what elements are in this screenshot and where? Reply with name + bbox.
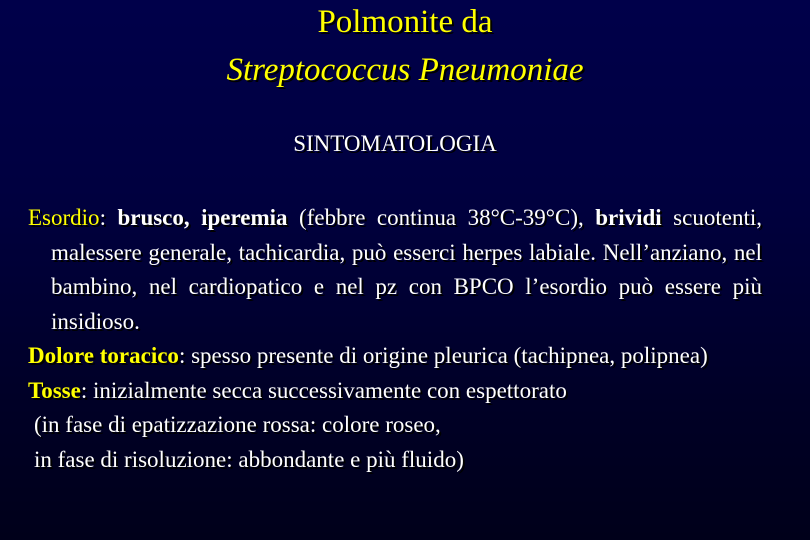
tosse-label: Tosse — [28, 377, 81, 403]
dolore-paragraph — [28, 339, 762, 374]
esordio-bold-1: brusco, iperemia — [117, 205, 288, 230]
esordio-colon: : — [99, 205, 118, 230]
note-line-2: in fase di risoluzione: abbondante e più fluido) — [34, 446, 464, 472]
note-line-1: (in fase di epatizzazione rossa: colore roseo, — [34, 412, 441, 437]
dolore-label: Dolore toracico — [28, 343, 179, 368]
esordio-paragraph — [28, 201, 762, 339]
slide-title-line-1: Polmonite da — [317, 4, 493, 40]
tosse-colon: : — [80, 377, 93, 403]
tosse-text: inizialmente secca successivamente con espettorato — [92, 377, 567, 403]
slide-body — [28, 201, 762, 477]
dolore-colon: : — [178, 343, 192, 368]
esordio-label: Esordio — [28, 205, 100, 230]
esordio-text-1: (febbre continua 38°C-39°C), — [287, 205, 596, 230]
tosse-paragraph — [28, 374, 762, 409]
slide-title-line-2: Streptococcus Pneumoniae — [226, 52, 584, 88]
dolore-text: spesso presente di origine pleurica (tachipnea, polipnea) — [191, 343, 708, 368]
section-heading: SINTOMATOLOGIA — [293, 131, 497, 156]
esordio-text-2: scuotenti, malessere generale, tachicardia, può esserci herpes labiale. Nell’anziano, nel bambino, nel cardiopatico e nel pz con BPCO l’esordio può essere più insidioso. — [51, 205, 762, 334]
esordio-bold-2: brividi — [595, 205, 662, 230]
